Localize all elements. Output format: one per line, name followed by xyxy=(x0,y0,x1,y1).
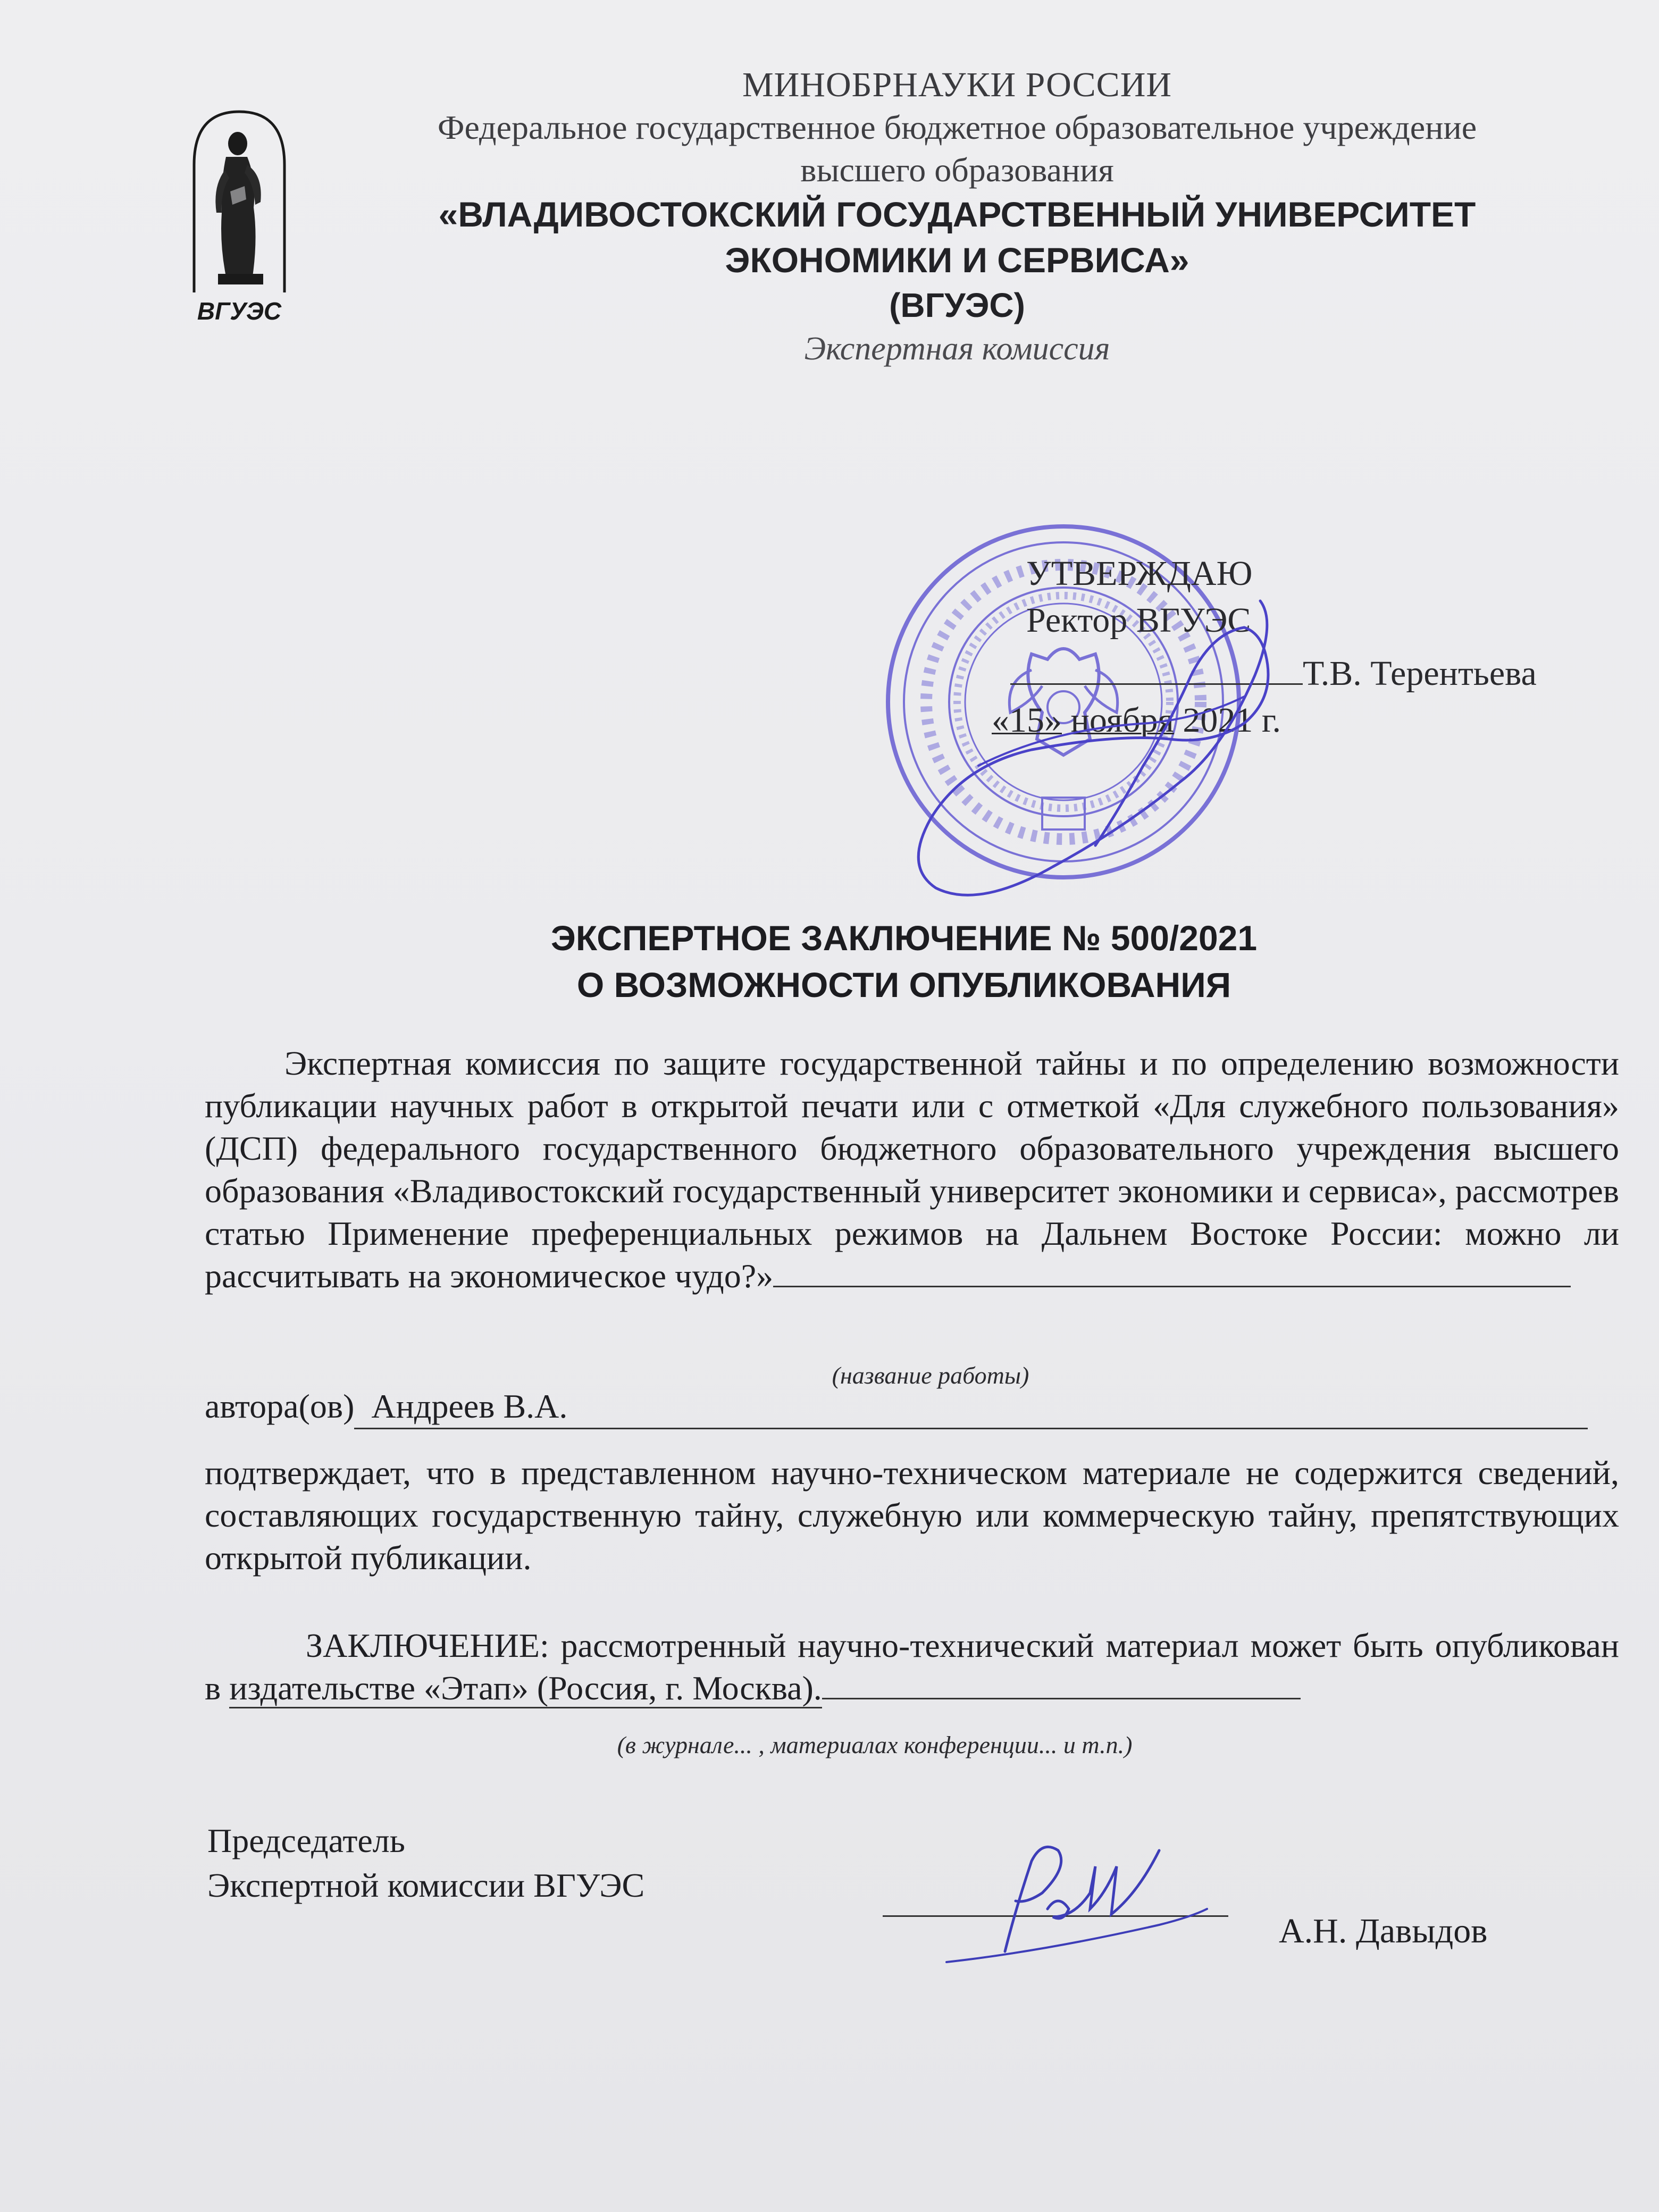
authors-row xyxy=(205,1385,1608,1429)
publication-place: издательстве «Этап» (Россия, г. Москва). xyxy=(229,1669,822,1708)
statue-emblem-icon xyxy=(189,106,290,298)
publication-blank xyxy=(822,1668,1301,1699)
approval-day: «15» xyxy=(992,701,1062,740)
university-name-line1: «ВЛАДИВОСТОКСКИЙ ГОСУДАРСТВЕННЫЙ УНИВЕРСИТЕТ xyxy=(438,195,1476,234)
work-title-caption: (название работы) xyxy=(832,1362,1029,1389)
authors-label: автора(ов) xyxy=(205,1387,355,1425)
ministry-name: МИНОБРНАУКИ РОССИИ xyxy=(742,65,1172,104)
institution-level: высшего образования xyxy=(800,151,1114,189)
university-logo xyxy=(189,106,290,330)
paragraph-review xyxy=(205,1042,1619,1297)
rector-handwritten-signature xyxy=(893,590,1329,920)
logo-text: ВГУЭС xyxy=(197,297,282,325)
title-line1: ЭКСПЕРТНОЕ ЗАКЛЮЧЕНИЕ № 500/2021 xyxy=(550,918,1258,958)
work-title-blank xyxy=(773,1256,1571,1287)
approver-name: Т.В. Терентьева xyxy=(1303,654,1537,693)
institution-type: Федеральное государственное бюджетное образовательное учреждение xyxy=(437,108,1477,146)
authors-value: Андреев В.А. xyxy=(371,1387,568,1425)
approver-position: Ректор ВГУЭС xyxy=(1026,601,1251,640)
commission-name: Экспертная комиссия xyxy=(804,331,1110,367)
document-title xyxy=(319,915,1489,1008)
letterhead xyxy=(372,64,1542,370)
chair-name: А.Н. Давыдов xyxy=(1279,1912,1488,1950)
approval-year-suffix: г. xyxy=(1261,701,1281,740)
approval-year: 2021 xyxy=(1183,701,1253,740)
chair-title xyxy=(207,1819,644,1908)
chair-title-line2: Экспертной комиссии ВГУЭС xyxy=(207,1866,645,1904)
approval-month: ноября xyxy=(1070,701,1174,740)
conclusion-text: ЗАКЛЮЧЕНИЕ: рассмотренный научно-технический материал может быть опубликован в xyxy=(205,1627,1619,1707)
university-name-line2: ЭКОНОМИКИ И СЕРВИСА» xyxy=(725,240,1189,280)
approval-heading: УТВЕРЖДАЮ xyxy=(1026,554,1253,593)
review-text: Экспертная комиссия по защите государственной тайны и по определению возможности публикации научных работ в открытой печати или с отметкой «Для служебного пользования» (ДСП) федерального государственного бюджетного образовательного учреждения высшего образования «Владивостокский государственный университет экономики и сервиса», рассмотрев статью Применение преференциальных режимов на Дальнем Востоке России: можно ли рассчитывать на экономическое чудо?» xyxy=(205,1044,1619,1295)
chair-handwritten-signature xyxy=(936,1829,1212,1967)
title-line2: О ВОЗМОЖНОСТИ ОПУБЛИКОВАНИЯ xyxy=(576,965,1231,1004)
publication-caption: (в журнале... , материалах конференции... и т.п.) xyxy=(617,1731,1133,1758)
chair-title-line1: Председатель xyxy=(207,1822,405,1859)
authors-field xyxy=(354,1385,1588,1429)
paragraph-confirmation: подтверждает, что в представленном научно-техническом материале не содержится сведений, составляющих государственную тайну, служебную или коммерческую тайну, препятствующих открытой публикации. xyxy=(205,1454,1619,1577)
university-abbreviation: (ВГУЭС) xyxy=(889,286,1025,324)
paragraph-conclusion xyxy=(205,1624,1619,1710)
